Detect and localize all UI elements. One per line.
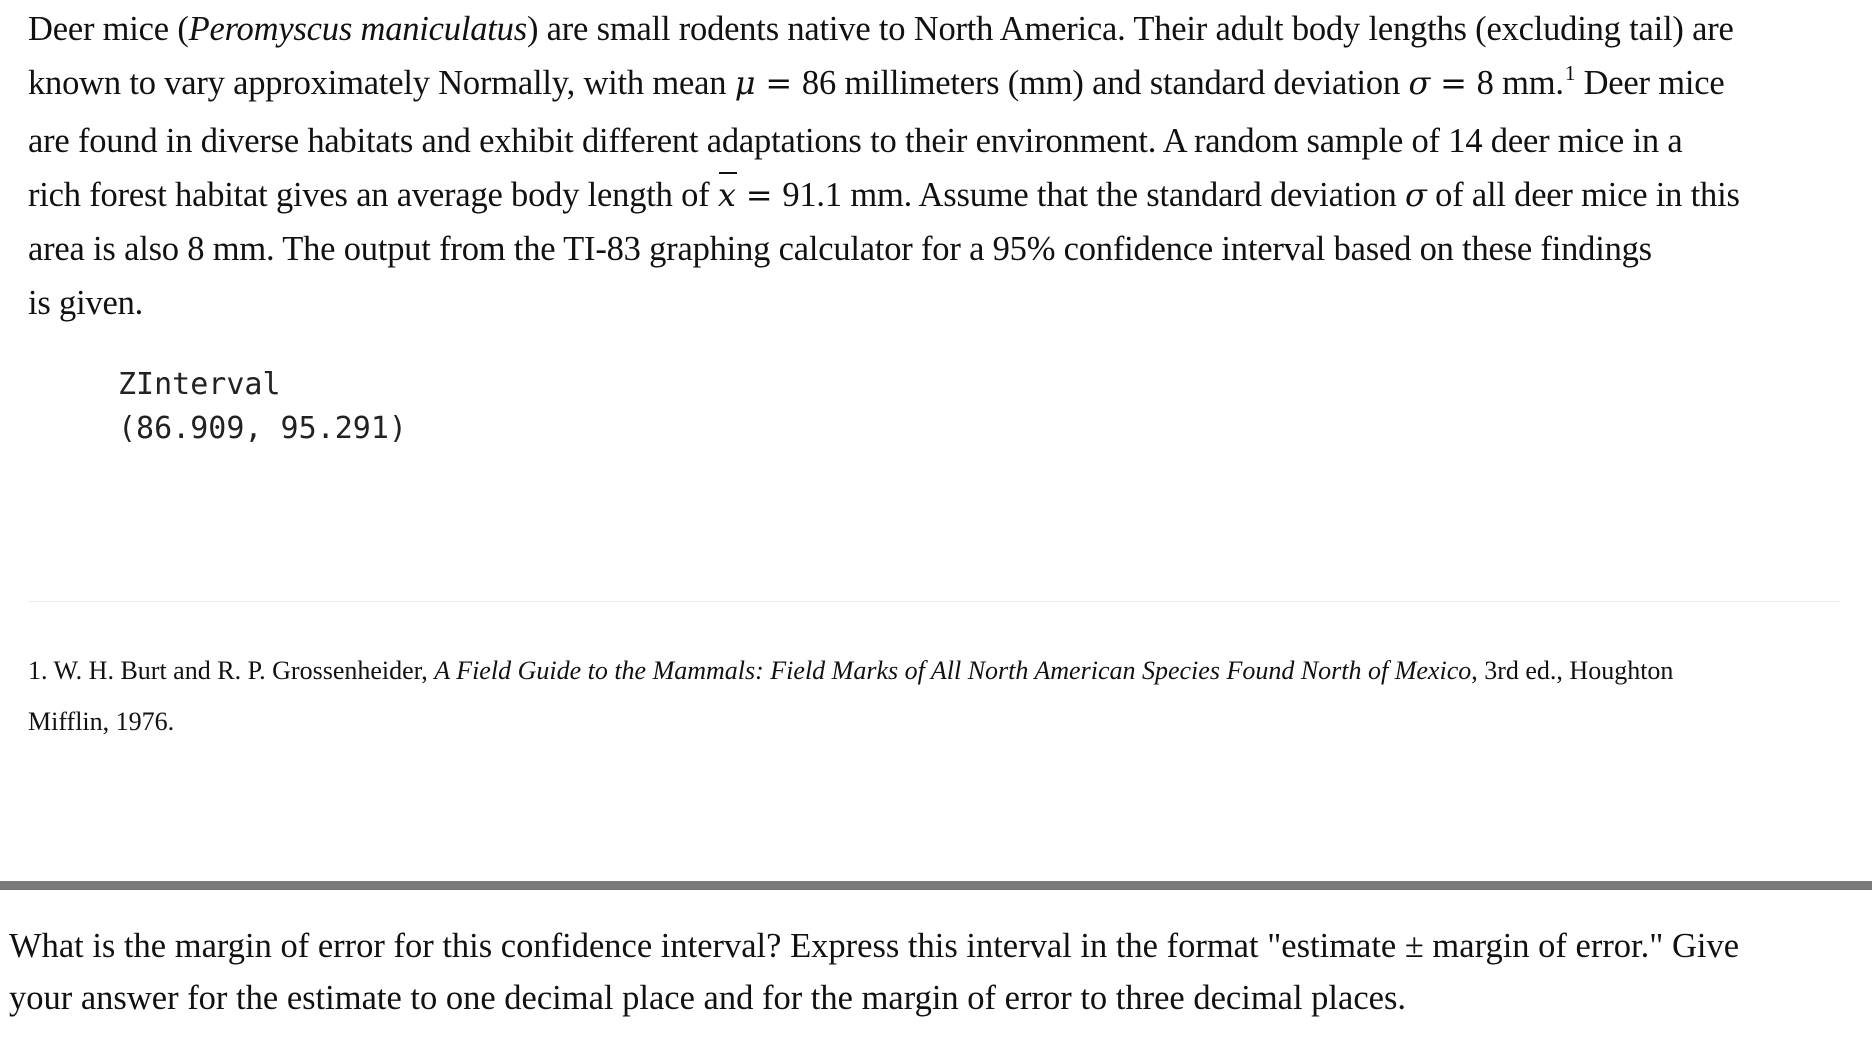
passage-paragraph (28, 2, 1848, 330)
passage-line-4: rich forest habitat gives an average body length of x = 91.1 mm. Assume that the standard deviation σ of all deer mice in this (28, 168, 1848, 222)
species-name: Peromyscus maniculatus (188, 10, 527, 48)
calculator-command: ZInterval (118, 367, 281, 402)
question-line-2: your answer for the estimate to one decimal place and for the margin of error to three decimal places. (9, 979, 1406, 1017)
passage-line-2: known to vary approximately Normally, with mean μ = 86 millimeters (mm) and standard deviation σ = 8 mm.$^1$ Deer mice (28, 61, 1725, 102)
equals-sign: = (1430, 64, 1477, 102)
calculator-output (118, 363, 407, 451)
passage-line-6: is given. (28, 284, 144, 322)
mu-symbol: μ (734, 64, 756, 102)
footnote-line-2: Mifflin, 1976. (28, 707, 175, 736)
question-divider (0, 881, 1872, 890)
question-line-1: What is the margin of error for this confidence interval? Express this interval in the format "estimate ± margin of error." Give (9, 927, 1740, 965)
problem-passage (28, 2, 1848, 330)
section-divider (28, 601, 1840, 602)
calculator-interval: (86.909, 95.291) (118, 411, 407, 446)
x-bar-symbol: x (718, 168, 736, 222)
footnote-marker[interactable]: 1 (1564, 61, 1576, 85)
passage-line-5: area is also 8 mm. The output from the TI-83 graphing calculator for a 95% confidence interval based on these findings (28, 230, 1652, 268)
question-text (9, 920, 1859, 1024)
footnote-text (28, 645, 1828, 747)
book-title: A Field Guide to the Mammals: Field Marks of All North American Species Found North of Mexico (434, 656, 1472, 685)
footnote-line-1: 1. W. H. Burt and R. P. Grossenheider, A Field Guide to the Mammals: Field Marks of All North American Species Found North of Mexico, 3rd ed., Houghton (28, 656, 1674, 685)
equals-sign: = (735, 176, 783, 214)
sigma-symbol: σ (1404, 176, 1427, 214)
sigma-symbol: σ (1408, 64, 1431, 102)
question-prompt (9, 920, 1859, 1024)
passage-line-3: are found in diverse habitats and exhibit different adaptations to their environment. A random sample of 14 deer mice in a (28, 122, 1683, 160)
footnote (28, 645, 1828, 747)
equals-sign: = (755, 64, 802, 102)
passage-line-1: Deer mice (Peromyscus maniculatus) are small rodents native to North America. Their adult body lengths (excluding tail) are (28, 10, 1734, 48)
